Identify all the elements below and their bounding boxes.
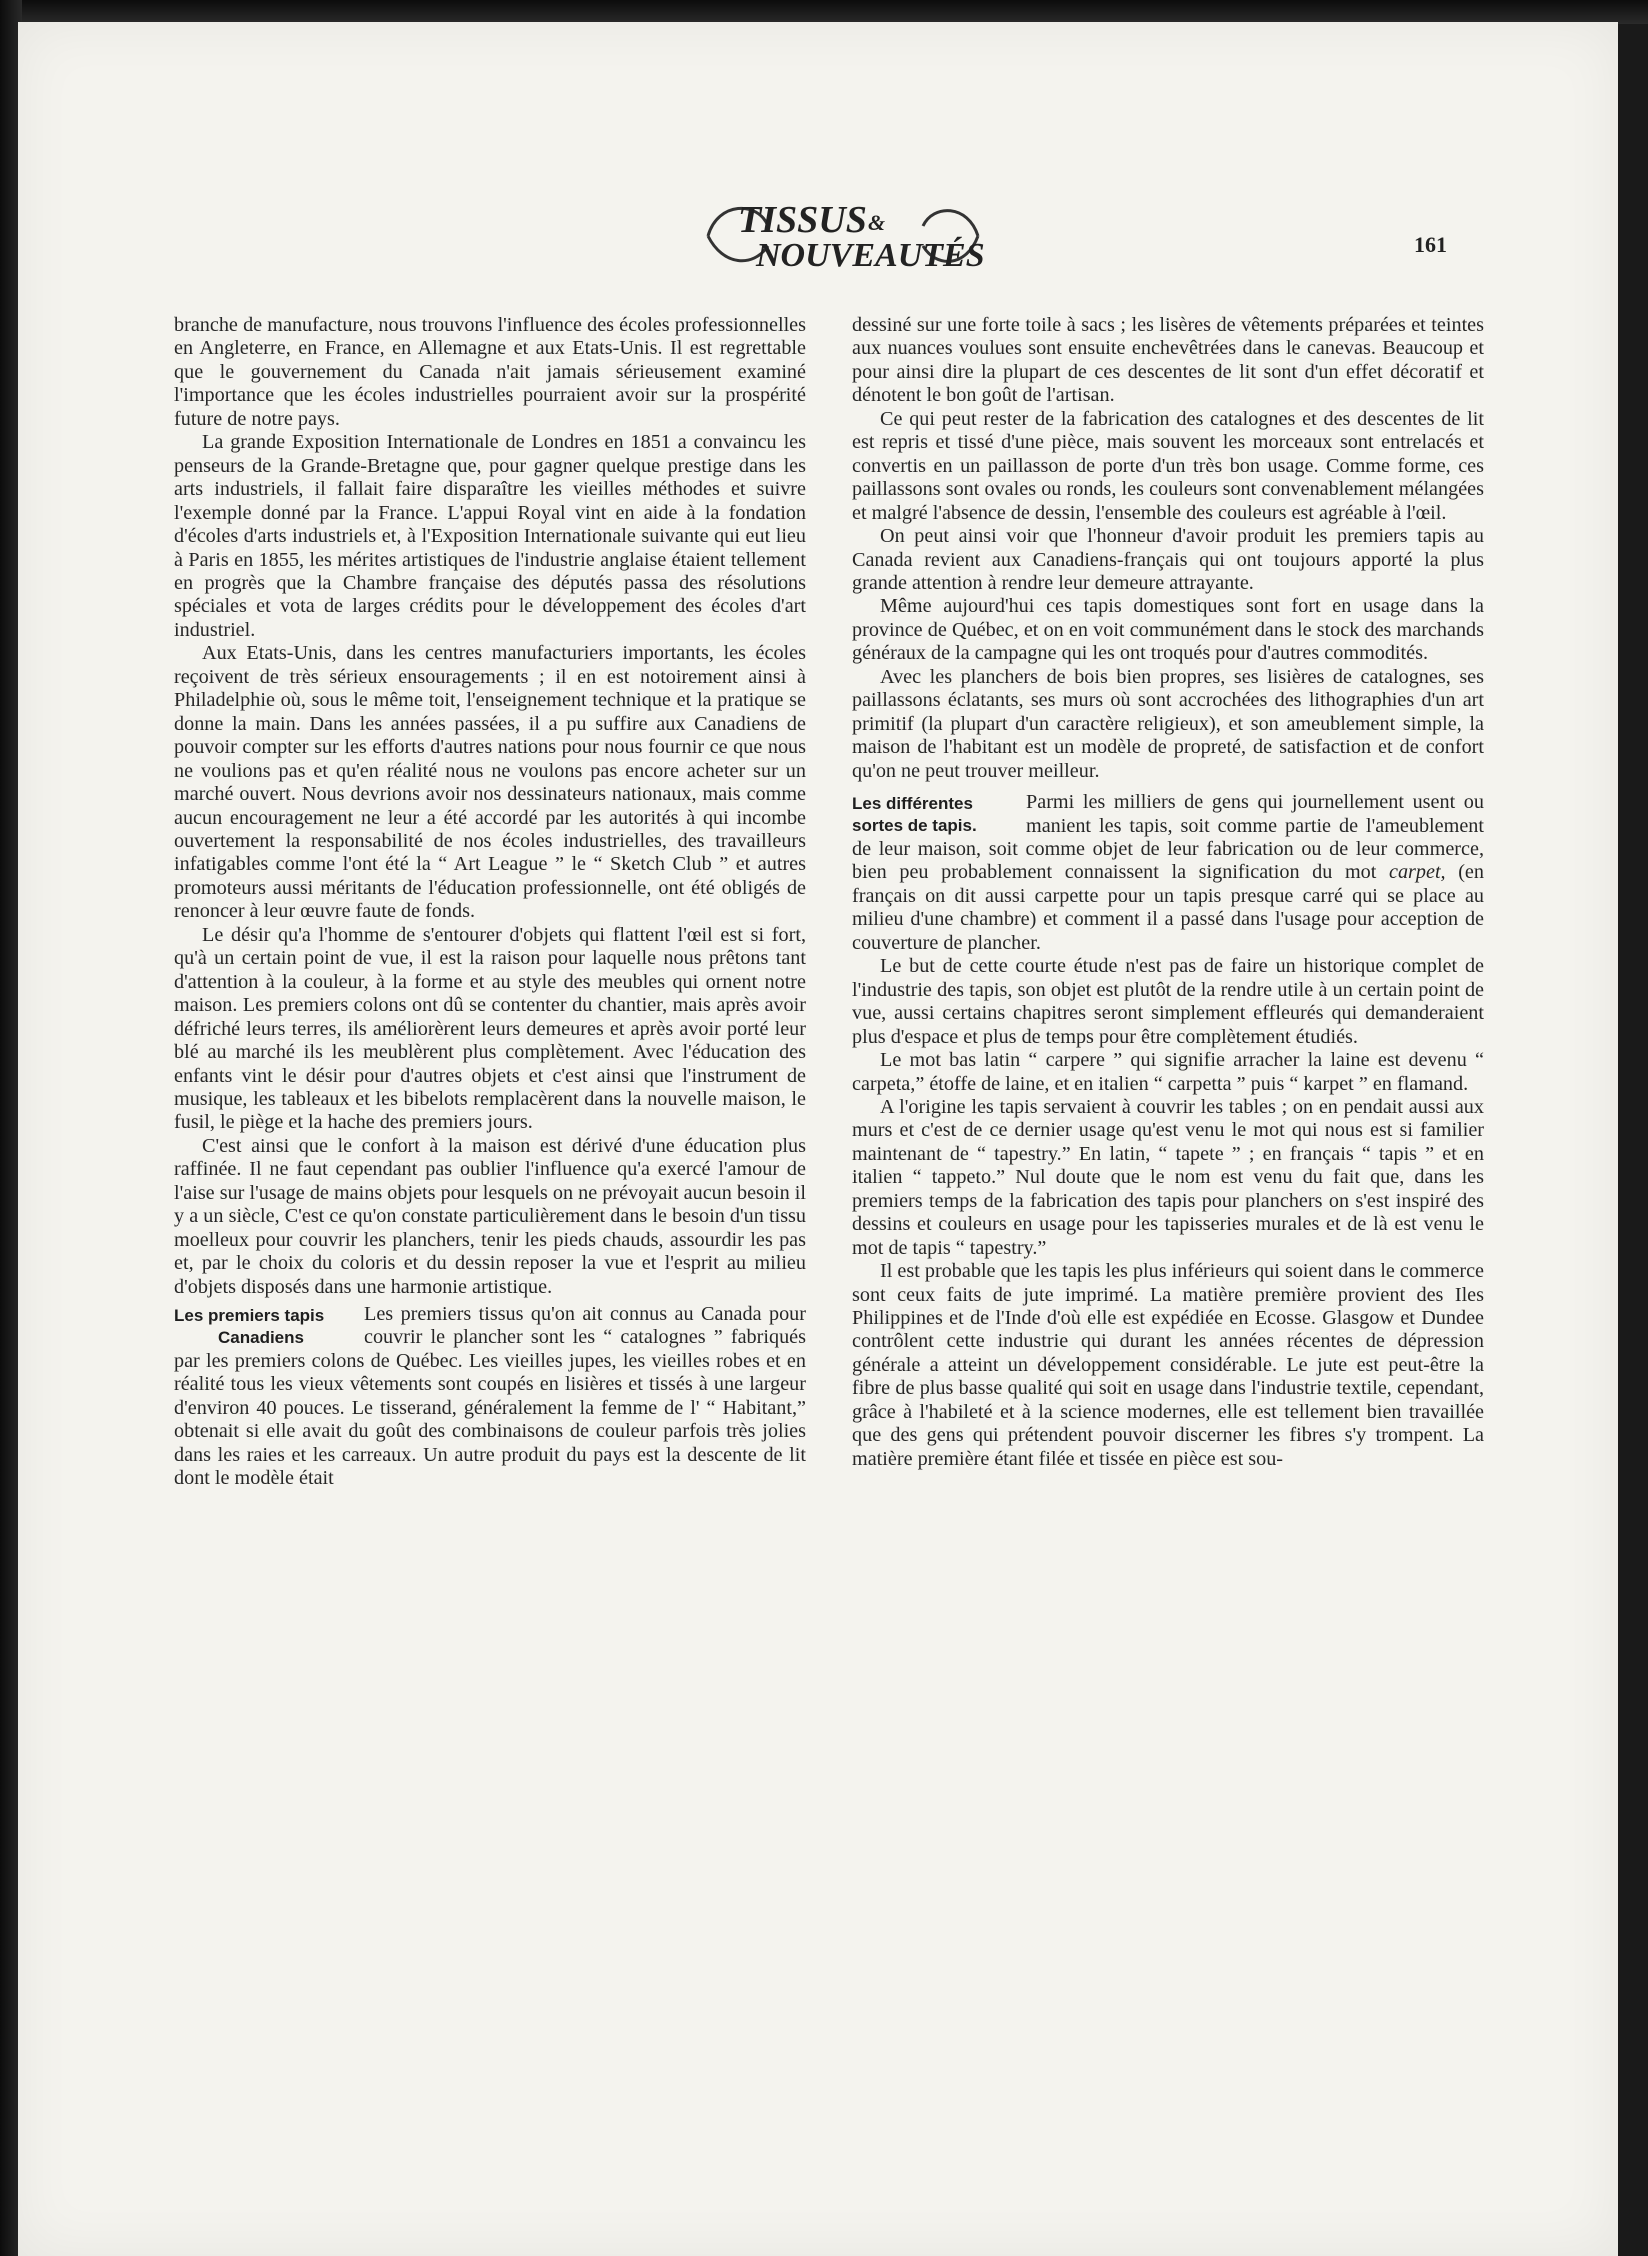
paragraph: On peut ainsi voir que l'honneur d'avoir produit les premiers tapis au Canada revient aux Canadiens-français qui ont toujours apporté la plus grande attention à rendre leur demeure attrayante. bbox=[852, 525, 1484, 594]
paragraph: Il est probable que les tapis les plus inférieurs qui soient dans le commerce sont ceux faits de jute imprimé. La matière première provient des Iles Philippines et de l'Inde d'où elle est expédiée en Ecosse. Glasgow et Dundee contrôlent cette industrie qui durant les années récentes de dépression générale a atteint un développement considérable. Le jute est peut-être la fibre de plus basse qualité qui soit en usage dans l'industrie textile, cependant, grâce à l'habileté et à la science modernes, elle est tellement bien travaillée que des gens qui prétendent pouvoir discerner les fibres s'y trompent. La matière première étant filée et tissée en pièce est sou- bbox=[852, 1260, 1484, 1470]
paragraph: Le mot bas latin “ carpere ” qui signifie arracher la laine est devenu “ carpeta,” étoffe de laine, et en italien “ carpetta ” puis “ karpet ” en flamand. bbox=[852, 1049, 1484, 1095]
paragraph: branche de manufacture, nous trouvons l'influence des écoles professionnelles en Angleterre, en France, en Allemagne et aux Etats-Unis. Il est regrettable que le gouvernement du Canada n'ait jamais sérieusement examiné l'importance que les écoles industrielles pourraient avoir sur la prospérité future de notre pays. bbox=[174, 314, 806, 430]
section-heading-line: sortes de tapis. bbox=[852, 816, 977, 836]
paragraph: Même aujourd'hui ces tapis domestiques sont fort en usage dans la province de Québec, et on en voit communément dans le stock des marchands généraux de la campagne qui les ont troqués pour d'autres commodités. bbox=[852, 595, 1484, 665]
paragraph: Le but de cette courte étude n'est pas de faire un historique complet de l'industrie des tapis, son objet est plutôt de la rendre utile à un certain point de vue, aussi certains chapitres seront simplement effleurés qui demanderaient plus d'espace et plus de temps pour être complètement étudiés. bbox=[852, 955, 1484, 1048]
paragraph: dessiné sur une forte toile à sacs ; les lisères de vêtements préparées et teintes aux nuances voulues sont ensuite enchevêtrées dans le canevas. Beaucoup et pour ainsi dire la plupart de ces descentes de lit sont d'un effet décoratif et dénotent le bon goût de l'artisan. bbox=[852, 314, 1484, 407]
masthead-logo bbox=[698, 196, 988, 276]
section-heading bbox=[852, 793, 1012, 837]
left-column bbox=[174, 314, 806, 1491]
paragraph: La grande Exposition Internationale de Londres en 1851 a convaincu les penseurs de la Grande-Bretagne que, pour gagner quelque prestige dans les arts industriels, il fallait faire disparaître les vieilles méthodes et suivre l'exemple donné par la France. L'appui Royal vint en aide à la fondation d'écoles d'arts industriels et, à l'Exposition Internationale suivante qui eut lieu à Paris en 1855, les mérites artistiques de l'industrie anglaise étaient tellement en progrès que la Chambre française des députés passa des résolutions spéciales et vota de larges crédits pour le développement des écoles d'art industriel. bbox=[174, 431, 806, 641]
masthead-ampersand: & bbox=[868, 210, 886, 235]
italic-word: carpet, bbox=[1388, 861, 1446, 884]
paragraph: Avec les planchers de bois bien propres, ses lisières de catalognes, ses paillassons éclatants, ses murs où sont accrochées des lithographies d'un art primitif (la plupart d'un caractère religieux), et son ameublement simple, la maison de l'habitant est un modèle de propreté, de satisfaction et de confort qu'on ne peut trouver meilleur. bbox=[852, 665, 1484, 782]
scan-border-top bbox=[0, 0, 1648, 24]
paragraph: Les premiers tissus qu'on ait connus au Canada pour couvrir le plancher sont les “ catalognes ” fabriqués par les premiers colons de Québec. Les vieilles jupes, les vieilles robes et en réalité tous les vieux vêtements sont coupés en lisières et tissés à une largeur d'environ 40 pouces. Le tisserand, généralement la femme de l' “ Habitant,” obtenait si elle avait du goût des combinaisons de couleur parfois très jolies dans les raies et les carreaux. Un autre produit du pays est la descente de lit dont le modèle était bbox=[174, 1303, 806, 1490]
paragraph: C'est ainsi que le confort à la maison est dérivé d'une éducation plus raffinée. Il ne faut cependant pas oublier l'influence qu'a exercé l'amour de l'aise sur l'usage de mains objets pour lesquels on ne prévoyait aucun besoin il y a un siècle, C'est ce qu'on constate particulièrement dans le besoin d'un tissu moelleux pour couvrir les planchers, tenir les pieds chauds, assourdir les pas et, par le choix du coloris et du dessin reposer la vue et l'esprit au milieu d'objets disposés dans une harmonie artistique. bbox=[174, 1134, 806, 1298]
paragraph: A l'origine les tapis servaient à couvrir les tables ; on en pendait aussi aux murs et c'est de ce dernier usage qu'est venu le mot qui nous est si familier maintenant de “ tapestry.” En latin, “ tapete ” ; en français “ tapis ” et en italien “ tappeto.” Nul doute que le nom est venu du fait que, dans les premiers temps de la fabrication des tapis pour planchers on s'est inspiré des dessins et couleurs en usage pour les tapisseries murales et de là est venu le mot de tapis “ tapestry.” bbox=[852, 1095, 1484, 1259]
right-column bbox=[852, 314, 1484, 1471]
masthead-title-line1: TISSUS bbox=[738, 199, 867, 241]
masthead-title-line2: NOUVEAUTÉS bbox=[756, 237, 985, 274]
paragraph: Aux Etats-Unis, dans les centres manufacturiers importants, les écoles reçoivent de très sérieux ensouragements ; il en est notoirement ainsi à Philadelphie où, sous le même toit, l'enseignement technique et la pratique se donne la main. Dans les années passées, il a pu suffire aux Canadiens de pouvoir compter sur les efforts d'autres nations pour nous fournir ce que nous ne voulions pas et qu'en réalité nous ne voulons pas encore acheter sur un marché ouvert. Nous devrions avoir nos dessinateurs nationaux, mais comme aucun encouragement ne leur a été accordé par les autorités à qui incombe ouvertement la responsabilité de nos écoles industrielles, des travailleurs infatigables comme l'ont été la “ Art League ” le “ Sketch Club ” et autres promoteurs aussi méritants de l'éducation professionnelle, ont été obligés de renoncer à leur œuvre faute de fonds. bbox=[174, 642, 806, 923]
section-heading-line: Les différentes bbox=[852, 794, 973, 814]
paragraph: Ce qui peut rester de la fabrication des catalognes et des descentes de lit est repris et tissé d'une pièce, mais souvent les morceaux sont entrelacés et convertis en un paillasson de porte d'un très bon usage. Comme forme, ces paillassons sont ovales ou ronds, les couleurs sont convenablement mélangées et malgré l'absence de dessin, l'ensemble des couleurs est agréable à l'œil. bbox=[852, 407, 1484, 524]
section-heading-line: Les premiers tapis bbox=[174, 1306, 325, 1326]
section-differentes-sortes bbox=[852, 791, 1484, 955]
text-run: (en français on dit aussi carpette pour un tapis presque carré qui se place au milieu d'une chambre) et comment il a passé dans l'usage pour acception de couverture de plancher. bbox=[852, 861, 1484, 954]
page-number: 161 bbox=[1414, 232, 1447, 257]
text-run: Parmi les milliers de gens qui journellement usent ou manient les tapis, soit comme partie de l'ameublement de leur maison, soit comme objet de leur fabrication ou de leur commerce, bien peu probablement connaissent la signification du mot bbox=[852, 791, 1484, 884]
masthead-logo-graphic bbox=[698, 196, 988, 276]
section-heading bbox=[174, 1305, 350, 1349]
section-premiers-tapis bbox=[174, 1303, 806, 1491]
paragraph: Le désir qu'a l'homme de s'entourer d'objets qui flattent l'œil est si fort, qu'à un certain point de vue, il est la raison pour laquelle nous prêtons tant d'attention à la couleur, à la forme et au style des meubles qui ornent notre maison. Les premiers colons ont dû se contenter du chantier, mais après avoir défriché leurs terres, ils améliorèrent leurs demeures et après avoir porté leur blé au marché ils les meublèrent plus complètement. Avec l'éducation des enfants vint le désir pour d'autres objets et c'est ainsi que l'instrument de musique, les tableaux et les bibelots remplacèrent dans la nouvelle maison, le fusil, le piège et la hache des premiers jours. bbox=[174, 923, 806, 1134]
section-heading-line: Canadiens bbox=[218, 1328, 304, 1348]
